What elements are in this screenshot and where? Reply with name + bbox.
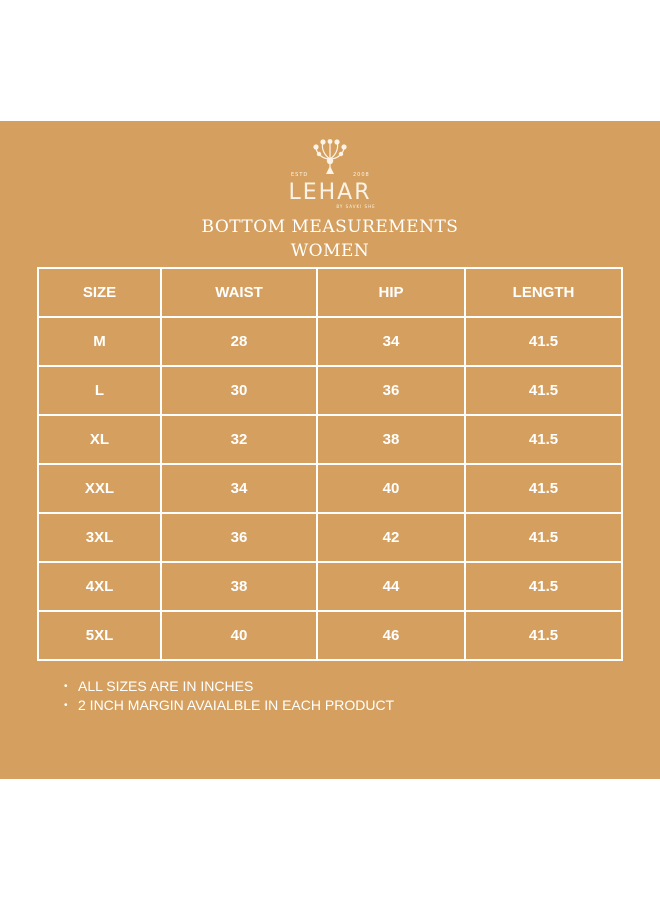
cell-waist: 36 [161, 513, 317, 562]
header-waist: WAIST [161, 268, 317, 317]
cell-hip: 38 [317, 415, 465, 464]
table-row [38, 317, 622, 366]
cell-size: XL [38, 415, 161, 464]
cell-hip: 34 [317, 317, 465, 366]
estd-year: 2008 [353, 172, 370, 178]
cell-waist: 38 [161, 562, 317, 611]
header-length: LENGTH [465, 268, 622, 317]
cell-hip: 46 [317, 611, 465, 660]
cell-waist: 34 [161, 464, 317, 513]
cell-length: 41.5 [465, 464, 622, 513]
header-size: SIZE [38, 268, 161, 317]
cell-length: 41.5 [465, 366, 622, 415]
table-row [38, 513, 622, 562]
brand-logo [0, 139, 660, 175]
cell-waist: 28 [161, 317, 317, 366]
page-title: BOTTOM MEASUREMENTS [201, 217, 459, 237]
cell-size: 3XL [38, 513, 161, 562]
header-hip: HIP [317, 268, 465, 317]
page-subtitle: WOMEN [290, 241, 370, 261]
cell-length: 41.5 [465, 415, 622, 464]
cell-size: 5XL [38, 611, 161, 660]
table-row [38, 611, 622, 660]
note-item: • ALL SIZES ARE IN INCHES [64, 677, 394, 696]
brand-tagline: BY SAVKI SHE [336, 204, 376, 209]
cell-size: M [38, 317, 161, 366]
cell-hip: 42 [317, 513, 465, 562]
table-row [38, 562, 622, 611]
note-item: • 2 INCH MARGIN AVAIALBLE IN EACH PRODUCT [64, 696, 394, 715]
cell-length: 41.5 [465, 611, 622, 660]
table-row [38, 366, 622, 415]
cell-size: L [38, 366, 161, 415]
cell-waist: 40 [161, 611, 317, 660]
table-row [38, 415, 622, 464]
size-table [37, 267, 623, 661]
cell-hip: 40 [317, 464, 465, 513]
cell-hip: 44 [317, 562, 465, 611]
table-header-row [38, 268, 622, 317]
estd-label: ESTD [291, 172, 309, 178]
brand-name: LEHAR [288, 180, 372, 205]
cell-waist: 30 [161, 366, 317, 415]
cell-length: 41.5 [465, 317, 622, 366]
size-chart-panel [0, 121, 660, 779]
cell-length: 41.5 [465, 513, 622, 562]
table-row [38, 464, 622, 513]
notes-list [64, 677, 394, 715]
cell-waist: 32 [161, 415, 317, 464]
cell-hip: 36 [317, 366, 465, 415]
cell-size: XXL [38, 464, 161, 513]
peacock-icon [310, 139, 350, 175]
cell-size: 4XL [38, 562, 161, 611]
cell-length: 41.5 [465, 562, 622, 611]
